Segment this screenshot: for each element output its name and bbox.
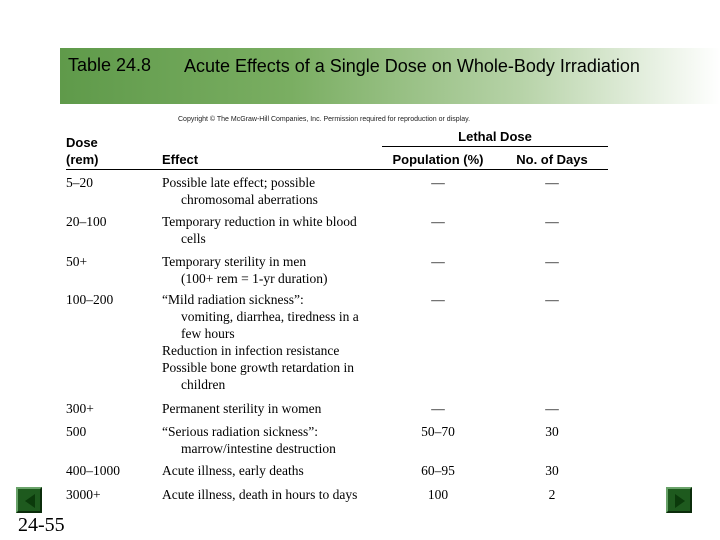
header-days: No. of Days [516, 152, 588, 167]
header-population: Population (%) [392, 152, 484, 167]
effect-line: marrow/intestine destruction [181, 441, 336, 456]
slide-number: 24-55 [18, 514, 65, 536]
lethal-dose-rule [382, 146, 608, 147]
effect-cell [162, 174, 318, 208]
previous-slide-button[interactable] [16, 487, 42, 513]
effect-line: Acute illness, early deaths [162, 463, 304, 478]
population-cell: — [431, 401, 445, 416]
effect-cell [162, 486, 357, 503]
copyright-notice: Copyright © The McGraw-Hill Companies, Inc. Permission required for reproduction or display. [178, 116, 471, 123]
slide-title: Acute Effects of a Single Dose on Whole-Body Irradiation [184, 56, 640, 76]
population-cell: — [431, 292, 445, 307]
days-cell: — [545, 292, 559, 307]
dose-cell: 500 [66, 424, 87, 439]
days-cell: — [545, 214, 559, 229]
effect-line: Reduction in infection resistance [162, 343, 340, 358]
header-effect: Effect [162, 152, 199, 167]
effect-cell [162, 462, 304, 479]
dose-cell: 3000+ [66, 487, 101, 502]
days-cell: — [545, 401, 559, 416]
effect-line: Temporary sterility in men [162, 254, 307, 269]
population-cell: 100 [427, 487, 449, 502]
population-cell: 50–70 [421, 424, 455, 439]
dose-cell: 100–200 [66, 292, 114, 307]
effect-line: Acute illness, death in hours to days [162, 487, 358, 502]
days-cell: 30 [545, 424, 559, 439]
header-rule [66, 169, 608, 170]
dose-cell: 50+ [66, 254, 88, 269]
effect-line: vomiting, diarrhea, tiredness in a [181, 309, 359, 324]
effect-line: “Mild radiation sickness”: [162, 292, 304, 307]
days-cell: 2 [548, 487, 556, 502]
triangle-left-icon [21, 492, 39, 510]
effect-line: “Serious radiation sickness”: [162, 424, 318, 439]
effect-line: Permanent sterility in women [162, 401, 322, 416]
effect-line: few hours [181, 326, 235, 341]
population-cell: — [431, 254, 445, 269]
effect-cell [162, 423, 336, 457]
days-cell: — [545, 254, 559, 269]
effect-cell [162, 291, 359, 393]
effect-line: children [181, 377, 226, 392]
effect-line: Possible bone growth retardation in [162, 360, 354, 375]
effect-line: Possible late effect; possible [162, 175, 316, 190]
population-cell: — [431, 214, 445, 229]
dose-cell: 5–20 [66, 175, 93, 190]
effect-cell [162, 253, 327, 287]
table-number: Table 24.8 [68, 55, 152, 75]
population-cell: 60–95 [421, 463, 455, 478]
dose-cell: 20–100 [66, 214, 107, 229]
dose-cell: 400–1000 [66, 463, 120, 478]
header-dose: Dose [66, 135, 98, 150]
triangle-right-icon [671, 492, 689, 510]
population-cell: — [431, 175, 445, 190]
effect-cell [162, 400, 321, 417]
days-cell: 30 [545, 463, 559, 478]
header-lethal-dose: Lethal Dose [458, 129, 532, 144]
effect-line: Temporary reduction in white blood [162, 214, 357, 229]
effect-line: (100+ rem = 1-yr duration) [181, 271, 328, 286]
next-slide-button[interactable] [666, 487, 692, 513]
effect-line: chromosomal aberrations [181, 192, 318, 207]
dose-cell: 300+ [66, 401, 94, 416]
days-cell: — [545, 175, 559, 190]
header-dose-unit: (rem) [66, 152, 99, 167]
effect-line: cells [181, 231, 206, 246]
effect-cell [162, 213, 357, 247]
